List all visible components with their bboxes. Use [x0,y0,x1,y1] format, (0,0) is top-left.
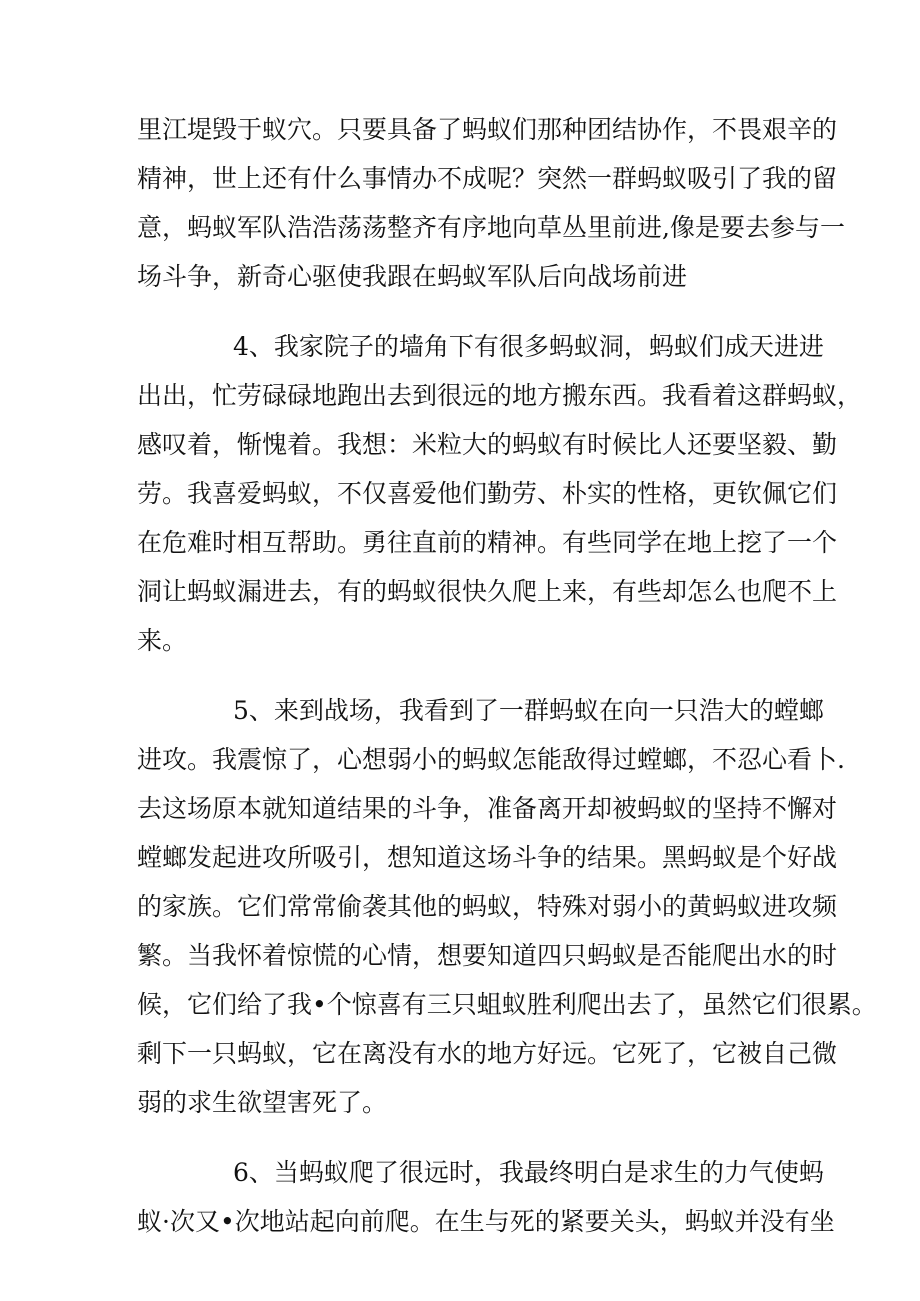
text-line: 洞让蚂蚁漏进去，有的蚂蚁很快久爬上来，有些却怎么也爬不上 [137,577,838,606]
text-line: 劳。我喜爱蚂蚁，不仅喜爱他们勤劳、朴实的性格，更钦佩它们 [137,479,838,508]
text-line: 4、我家院子的墙角下有很多蚂蚁洞，蚂蚁们成天进进 [233,332,824,361]
text-line: 在危难时相互帮助。勇往直前的精神。有些同学在地上挖了一个 [137,528,838,557]
paragraph-4 [137,322,863,665]
text-line: 5、来到战场，我看到了一群蚂蚁在向一只浩大的螳螂 [233,696,824,725]
text-line: 候，它们给了我•个惊喜有三只蛆蚁胜利爬出去了，虽然它们很累。 [137,990,877,1019]
text-line: 的家族。它们常常偷袭其他的蚂蚁，特殊对弱小的黄蚂蚁进攻频 [137,892,838,921]
text-line: 里江堤毁于蚁穴。只要具备了蚂蚁们那种团结协作，不畏艰辛的 [137,115,838,144]
text-line: 螳螂发起进攻所吸引，想知道这场斗争的结果。黑蚂蚁是个好战 [137,843,838,872]
document-body [137,105,877,1246]
paragraph-5 [137,686,877,1127]
text-line: 场斗争，新奇心驱使我跟在蚂蚁军队后向战场前进 [137,262,688,291]
paragraph-continuation [137,105,845,301]
text-line: 剩下一只蚂蚁，它在离没有水的地方好远。它死了，它被自己微 [137,1039,838,1068]
paragraph-gap [137,1127,797,1148]
paragraph-gap [137,301,797,322]
text-line: 进攻。我震惊了，心想弱小的蚂蚁怎能敌得过螳螂，不忍心看卜. [137,745,845,774]
text-line: 蚁·次又•次地站起向前爬。在生与死的紧要关头，蚂蚁并没有坐 [137,1207,835,1236]
text-line: 去这场原本就知道结果的斗争，准备离开却被蚂蚁的坚持不懈对 [137,794,838,823]
text-line: 繁。当我怀着惊慌的心情，想要知道四只蚂蚁是否能爬出水的时 [137,941,838,970]
text-line: 来。 [137,626,188,655]
paragraph-6 [137,1148,835,1246]
text-line: 感叹着，惭愧着。我想：米粒大的蚂蚁有时候比人还要坚毅、勤 [137,430,838,459]
text-line: 出出，忙劳碌碌地跑出去到很远的地方搬东西。我看着这群蚂蚁， [137,381,863,410]
text-line: 意，蚂蚁军队浩浩荡荡整齐有序地向草丛里前进,像是要去参与一 [137,213,845,242]
text-line: 精神，世上还有什么事情办不成呢？突然一群蚂蚁吸引了我的留 [137,164,838,193]
text-line: 6、当蚂蚁爬了很远时，我最终明白是求生的力气使蚂 [233,1158,824,1187]
text-line: 弱的求生欲望害死了。 [137,1088,388,1117]
paragraph-gap [137,665,797,686]
